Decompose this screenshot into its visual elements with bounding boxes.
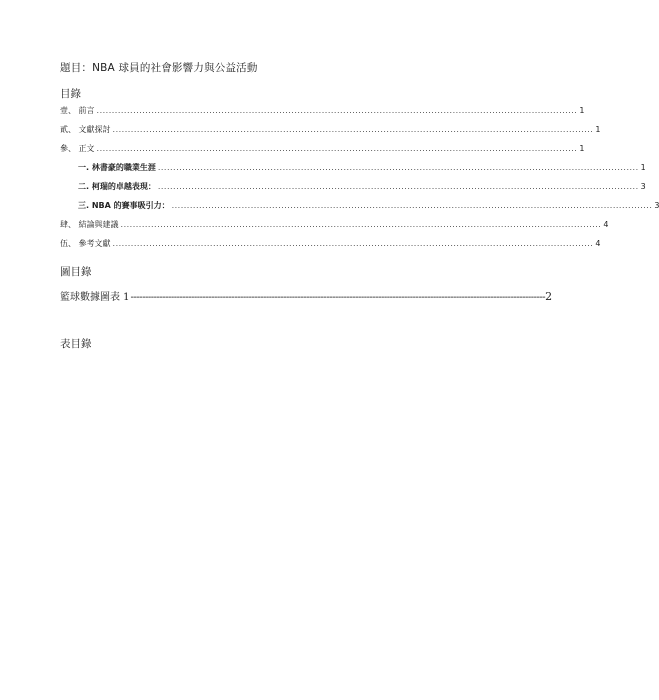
figure-entry-page: 2: [545, 290, 553, 303]
toc-entry-preface[interactable]: [60, 106, 585, 116]
toc-entry-body[interactable]: [60, 144, 585, 154]
figure-entry-label: 籃球數據圖表 1: [60, 292, 130, 303]
toc-entry-page: 1: [640, 163, 646, 172]
toc-entry-label: 壹、 前言: [60, 106, 95, 115]
toc-entry-page: 4: [595, 239, 601, 248]
dot-leader: ..............................................................................................................................................................: [157, 182, 639, 191]
figure-entry[interactable]: [60, 288, 553, 303]
toc-entry-label: 貳、 文獻探討: [60, 125, 111, 134]
dot-leader: ..............................................................................................................................................................: [96, 144, 578, 153]
toc-entry-page: 3: [654, 201, 659, 210]
dot-leader: ..............................................................................................................................................................: [171, 201, 653, 210]
dot-leader: ..............................................................................................................................................................: [112, 239, 594, 248]
document-title: 題目：NBA 球員的社會影響力與公益活動: [60, 62, 258, 74]
toc-entry-label: 一. 林書豪的職業生涯: [78, 163, 156, 172]
tables-heading: 表目錄: [60, 338, 92, 350]
toc-entry-literature[interactable]: [60, 125, 601, 135]
toc-entry-page: 1: [579, 106, 585, 115]
figures-heading: 圖目錄: [60, 266, 92, 278]
dot-leader: ..............................................................................................................................................................: [157, 163, 639, 172]
dot-leader: ..............................................................................................................................................................: [96, 106, 578, 115]
toc-entry-label: 參、 正文: [60, 144, 95, 153]
toc-entry-nba-appeal[interactable]: [78, 201, 659, 211]
toc-entry-label: 二. 柯瑞的卓越表現：: [78, 182, 156, 191]
toc-entry-curry[interactable]: [78, 182, 646, 192]
toc-entry-page: 1: [595, 125, 601, 134]
toc-entry-page: 4: [603, 220, 609, 229]
dash-leader: ------------------------------------------------------------------------------------------------------------------------------------------------: [130, 292, 546, 303]
toc-entry-label: 肆、 結論與建議: [60, 220, 119, 229]
toc-entry-page: 3: [640, 182, 646, 191]
toc-entry-label: 伍、 參考文獻: [60, 239, 111, 248]
toc-entry-page: 1: [579, 144, 585, 153]
toc-entry-conclusion[interactable]: [60, 220, 609, 230]
dot-leader: ..............................................................................................................................................................: [120, 220, 602, 229]
toc-entry-references[interactable]: [60, 239, 601, 249]
toc-entry-lin[interactable]: [78, 163, 646, 173]
toc-heading: 目錄: [60, 88, 81, 100]
dot-leader: ..............................................................................................................................................................: [112, 125, 594, 134]
toc-entry-label: 三. NBA 的賽事吸引力：: [78, 201, 170, 210]
